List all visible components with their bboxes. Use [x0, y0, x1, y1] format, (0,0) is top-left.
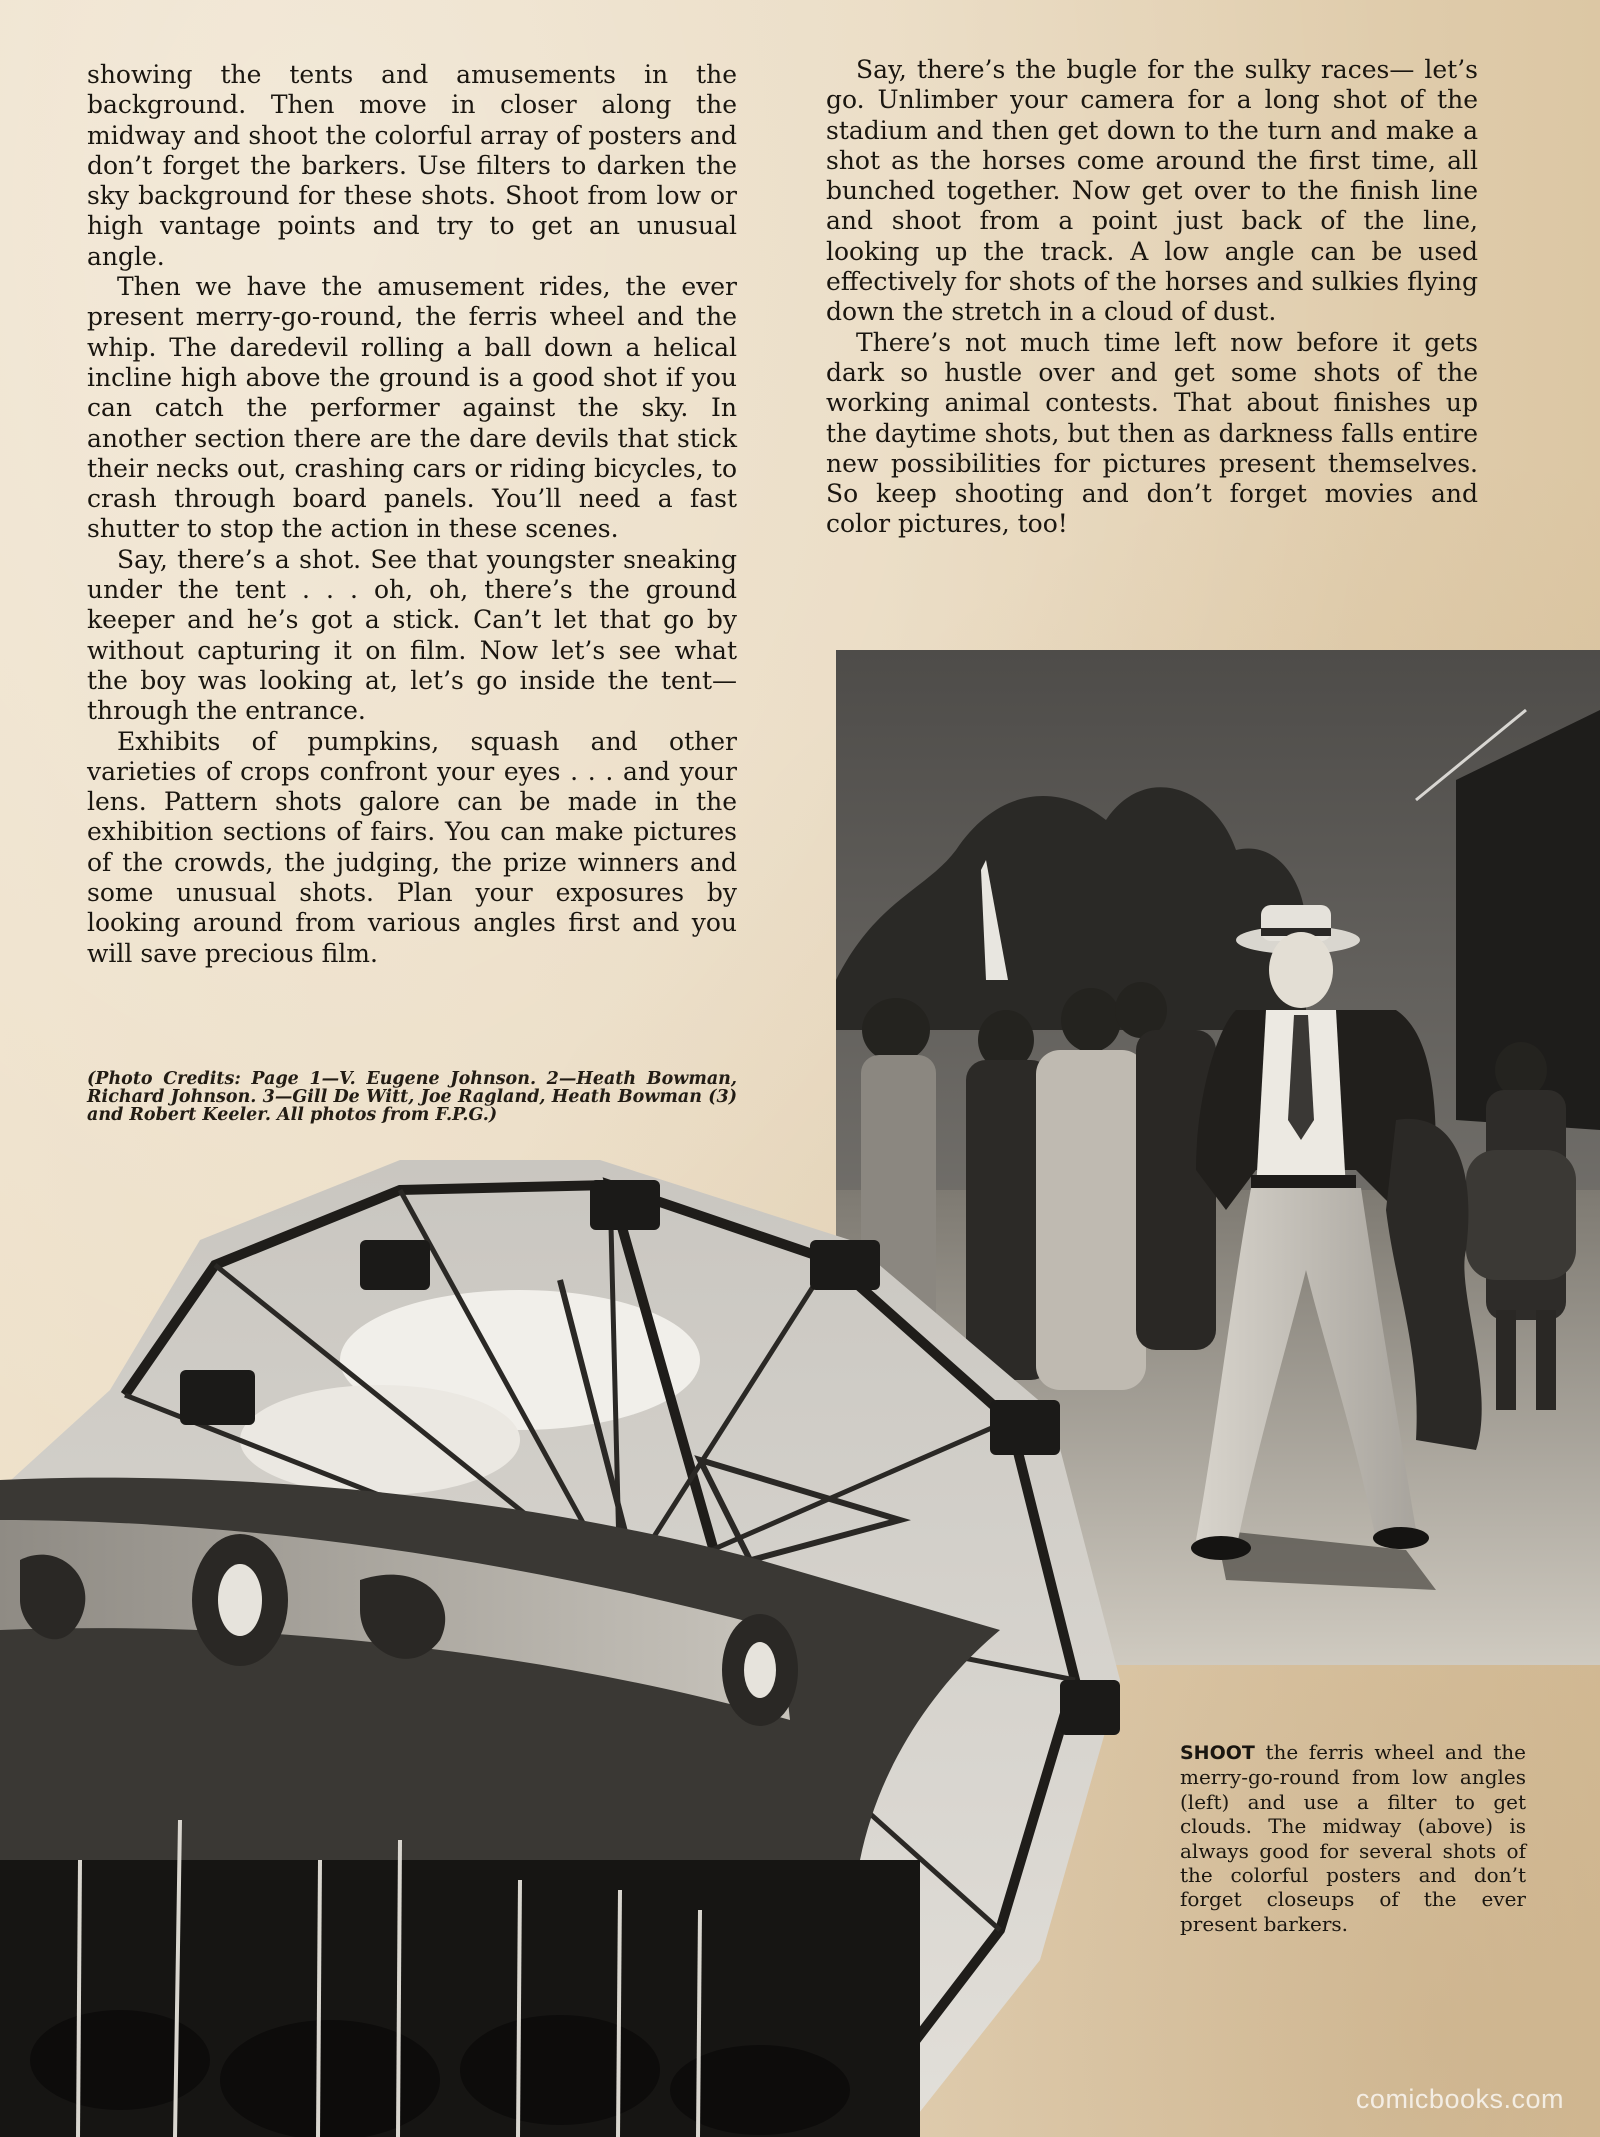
- article-left-column: [87, 60, 737, 969]
- watermark: comicbooks.com: [1355, 2084, 1564, 2114]
- paragraph: Then we have the amusement rides, the ever present merry-go-round, the ferris wheel and the whip. The daredevil rolling a ball down a helical incline high above the ground is a good shot if you can catch the performer against the sky. In another section there are the dare devils that stick their necks out, crashing cars or riding bicycles, to crash through board panels. You’ll need a fast shutter to stop the action in these scenes.: [87, 272, 737, 544]
- ferris-wheel-photo-drawing: [0, 1160, 1140, 2137]
- caption-lead: SHOOT: [1180, 1742, 1255, 1764]
- paragraph: There’s not much time left now before it gets dark so hustle over and get some shots of the working animal contests. That about finishes up the daytime shots, but then as darkness falls entire new possibilities for pictures present themselves. So keep shooting and don’t forget movies and color pictures, too!: [826, 327, 1478, 539]
- paragraph: showing the tents and amusements in the background. Then move in closer along the midway and shoot the colorful array of posters and don’t forget the barkers. Use filters to darken the sky background for these shots. Shoot from low or high vantage points and try to get an unusual angle.: [87, 60, 737, 271]
- paragraph: Say, there’s the bugle for the sulky races— let’s go. Unlimber your camera for a long shot of the stadium and then get down to the turn and make a shot as the horses come around the first time, all bunched together. Now get over to the finish line and shoot from a point just back of the line, looking up the track. A low angle can be used effectively for shots of the horses and sulkies flying down the stretch in a cloud of dust.: [826, 55, 1478, 327]
- article-right-column: [826, 55, 1478, 540]
- photo-credits: (Photo Credits: Page 1—V. Eugene Johnson. 2—Heath Bowman, Richard Johnson. 3—Gill De Witt, Joe Ragland, Heath Bowman (3) and Robert Keeler. All photos from F.P.G.): [87, 1069, 737, 1125]
- paragraph: Exhibits of pumpkins, squash and other varieties of crops confront your eyes . . . and your lens. Pattern shots galore can be made in the exhibition sections of fairs. You can make pictures of the crowds, the judging, the prize winners and some unusual shots. Plan your exposures by looking around from various angles first and you will save precious film.: [87, 726, 737, 968]
- caption-text: the ferris wheel and the merry-go-round from low angles (left) and use a filter to get clouds. The midway (above) is always good for several shots of the colorful posters and don’t forget closeups of the ever present barkers.: [1180, 1740, 1526, 1936]
- photo-caption: [1180, 1740, 1526, 1936]
- ferris-wheel-photo: [0, 1160, 1140, 2137]
- paragraph: Say, there’s a shot. See that youngster sneaking under the tent . . . oh, oh, there’s the ground keeper and he’s got a stick. Can’t let that go by without capturing it on film. Now let’s see what the boy was looking at, let’s go inside the tent— through the entrance.: [87, 544, 737, 726]
